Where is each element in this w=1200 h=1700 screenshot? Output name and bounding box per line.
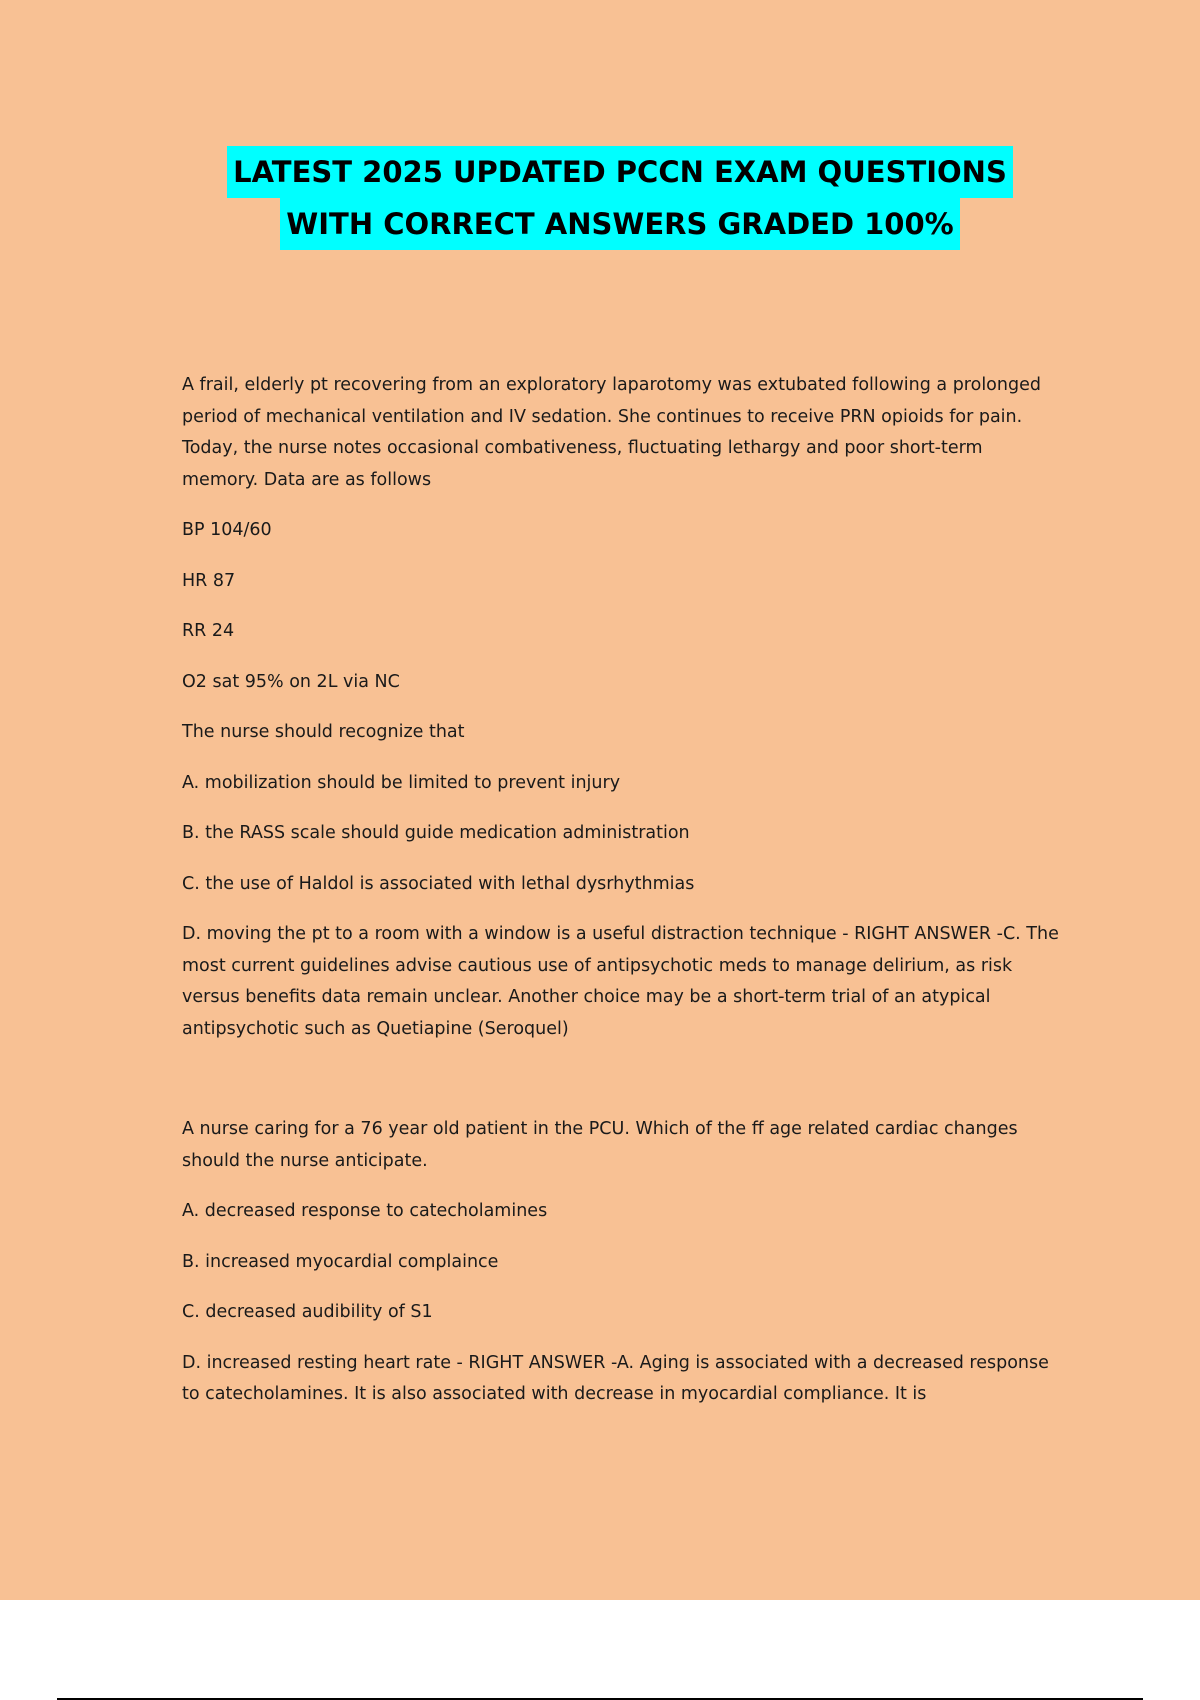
question-stem: A frail, elderly pt recovering from an exploratory laparotomy was extubated following a prolonged period of mechanical ventilation and IV sedation. She continues to receive PRN opioids for pain. Today, the nurse notes occasional combativeness, fluctuating lethargy and poor short-term memory. Data are as follows bbox=[182, 375, 1041, 490]
document-body bbox=[182, 370, 1062, 1430]
vital-rr: RR 24 bbox=[182, 621, 235, 641]
option-c: C. decreased audibility of S1 bbox=[182, 1302, 433, 1322]
option-c: C. the use of Haldol is associated with lethal dysrhythmias bbox=[182, 873, 695, 894]
option-b: B. increased myocardial complaince bbox=[182, 1251, 499, 1272]
question-2 bbox=[182, 1114, 1062, 1411]
option-a: A. decreased response to catecholamines bbox=[182, 1201, 548, 1221]
spacer bbox=[182, 1064, 1062, 1114]
option-d-answer: D. increased resting heart rate - RIGHT ANSWER -A. Aging is associated with a decreased response to catecholamines. It is also associated with decrease in myocardial compliance. It is bbox=[182, 1352, 1049, 1404]
title-line-2: WITH CORRECT ANSWERS GRADED 100% bbox=[280, 198, 959, 250]
option-b: B. the RASS scale should guide medication administration bbox=[182, 823, 690, 843]
option-d-answer: D. moving the pt to a room with a window is a useful distraction technique - RIGHT ANSWER -C. The most current guidelines advise cautious use of antipsychotic meds to manage delirium, as risk versus benefits data remain unclear. Another choice may be a short-term trial of an atypical antipsychotic such as Quetiapine (Seroquel) bbox=[182, 924, 1059, 1039]
document-title bbox=[0, 146, 1200, 250]
question-stem: A nurse caring for a 76 year old patient in the PCU. Which of the ff age related cardiac changes should the nurse anticipate. bbox=[182, 1119, 1018, 1171]
question-1 bbox=[182, 370, 1062, 1045]
vital-hr: HR 87 bbox=[182, 570, 236, 591]
option-a: A. mobilization should be limited to prevent injury bbox=[182, 772, 621, 793]
title-line-1: LATEST 2025 UPDATED PCCN EXAM QUESTIONS bbox=[227, 146, 1013, 198]
question-prompt: The nurse should recognize that bbox=[182, 722, 465, 742]
vital-o2: O2 sat 95% on 2L via NC bbox=[182, 671, 400, 692]
vital-bp: BP 104/60 bbox=[182, 520, 272, 540]
